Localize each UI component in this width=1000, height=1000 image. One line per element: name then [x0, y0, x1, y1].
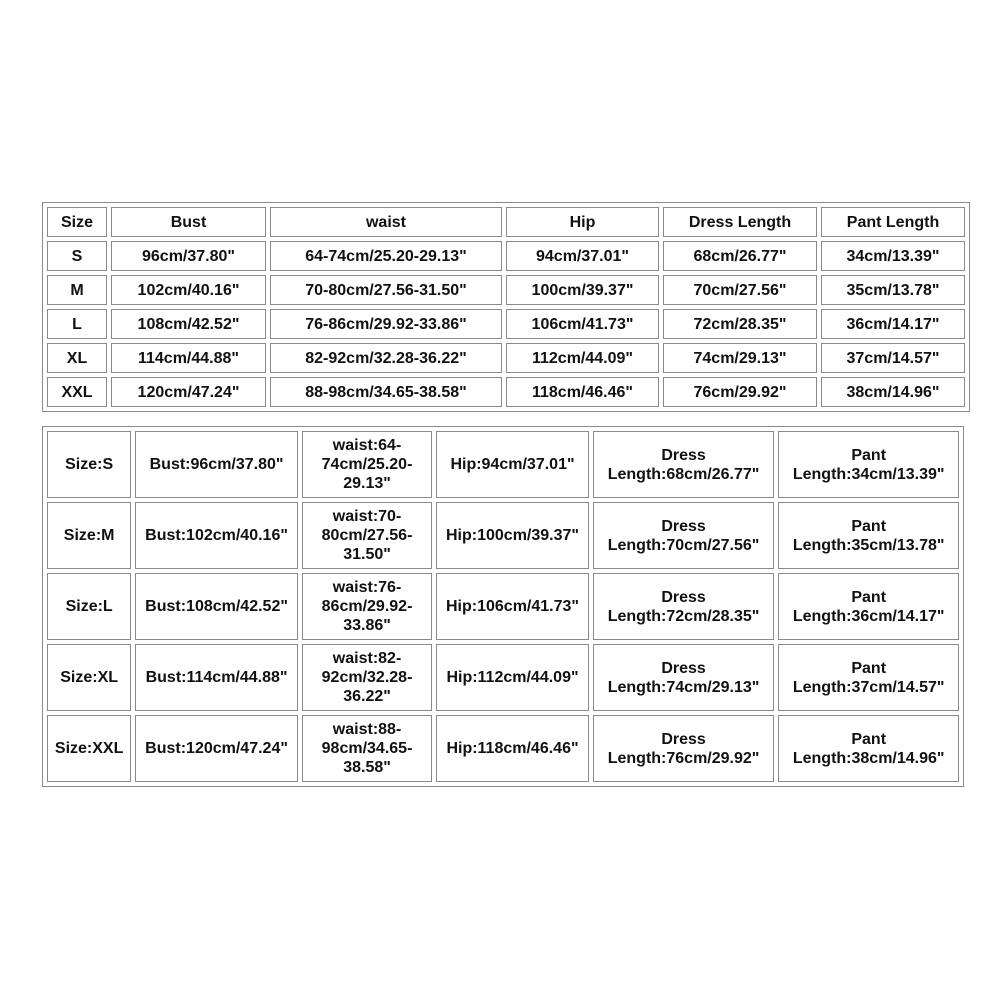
table-cell: waist:76- 86cm/29.92- 33.86" [302, 573, 432, 640]
size-chart-table-labeled [42, 426, 964, 787]
table-cell: Size:XL [47, 644, 131, 711]
table-cell: Bust:96cm/37.80" [135, 431, 298, 498]
table-cell: 38cm/14.96" [821, 377, 965, 407]
table-cell: Pant Length:36cm/14.17" [778, 573, 959, 640]
table-cell: 114cm/44.88" [111, 343, 266, 373]
table-cell: 74cm/29.13" [663, 343, 817, 373]
table-cell: 34cm/13.39" [821, 241, 965, 271]
table-row [47, 715, 959, 782]
table-cell: Dress Length:76cm/29.92" [593, 715, 775, 782]
table-cell: XXL [47, 377, 107, 407]
table-cell: Hip:118cm/46.46" [436, 715, 589, 782]
table-cell: Hip:106cm/41.73" [436, 573, 589, 640]
table-cell: waist:82- 92cm/32.28- 36.22" [302, 644, 432, 711]
header-cell-pant-length: Pant Length [821, 207, 965, 237]
table-cell: 37cm/14.57" [821, 343, 965, 373]
table-cell: Size:S [47, 431, 131, 498]
table-cell: Dress Length:68cm/26.77" [593, 431, 775, 498]
table-cell: 120cm/47.24" [111, 377, 266, 407]
table-cell: Dress Length:70cm/27.56" [593, 502, 775, 569]
table-cell: S [47, 241, 107, 271]
table-cell: 118cm/46.46" [506, 377, 659, 407]
table-cell: 36cm/14.17" [821, 309, 965, 339]
table-cell: 64-74cm/25.20-29.13" [270, 241, 502, 271]
table-cell: 70-80cm/27.56-31.50" [270, 275, 502, 305]
table-cell: 76cm/29.92" [663, 377, 817, 407]
table-cell: 72cm/28.35" [663, 309, 817, 339]
table-cell: XL [47, 343, 107, 373]
table-cell: Hip:112cm/44.09" [436, 644, 589, 711]
table-row [47, 309, 965, 339]
table-row [47, 644, 959, 711]
table-cell: Pant Length:34cm/13.39" [778, 431, 959, 498]
table-cell: L [47, 309, 107, 339]
table-header-row [47, 207, 965, 237]
table-cell: Bust:120cm/47.24" [135, 715, 298, 782]
table-row [47, 241, 965, 271]
table-cell: waist:70- 80cm/27.56- 31.50" [302, 502, 432, 569]
table-cell: Size:XXL [47, 715, 131, 782]
table-cell: waist:64- 74cm/25.20- 29.13" [302, 431, 432, 498]
table-cell: 112cm/44.09" [506, 343, 659, 373]
table-cell: Pant Length:35cm/13.78" [778, 502, 959, 569]
table-cell: 82-92cm/32.28-36.22" [270, 343, 502, 373]
table-cell: 96cm/37.80" [111, 241, 266, 271]
table-cell: 100cm/39.37" [506, 275, 659, 305]
table-cell: Dress Length:74cm/29.13" [593, 644, 775, 711]
table-cell: Bust:102cm/40.16" [135, 502, 298, 569]
table-cell: 108cm/42.52" [111, 309, 266, 339]
table-cell: Hip:100cm/39.37" [436, 502, 589, 569]
table-cell: Pant Length:38cm/14.96" [778, 715, 959, 782]
table-cell: Bust:114cm/44.88" [135, 644, 298, 711]
table-cell: Hip:94cm/37.01" [436, 431, 589, 498]
table-cell: 88-98cm/34.65-38.58" [270, 377, 502, 407]
table-cell: 68cm/26.77" [663, 241, 817, 271]
table-row [47, 502, 959, 569]
table-cell: M [47, 275, 107, 305]
table-row [47, 377, 965, 407]
table-cell: waist:88- 98cm/34.65- 38.58" [302, 715, 432, 782]
header-cell-hip: Hip [506, 207, 659, 237]
table-row [47, 573, 959, 640]
table-cell: Size:L [47, 573, 131, 640]
table-cell: Pant Length:37cm/14.57" [778, 644, 959, 711]
table-cell: 76-86cm/29.92-33.86" [270, 309, 502, 339]
table-cell: 102cm/40.16" [111, 275, 266, 305]
header-cell-waist: waist [270, 207, 502, 237]
table-row [47, 343, 965, 373]
header-cell-bust: Bust [111, 207, 266, 237]
header-cell-size: Size [47, 207, 107, 237]
table-cell: 70cm/27.56" [663, 275, 817, 305]
table-cell: Dress Length:72cm/28.35" [593, 573, 775, 640]
table-cell: 35cm/13.78" [821, 275, 965, 305]
table-cell: 106cm/41.73" [506, 309, 659, 339]
table-row [47, 431, 959, 498]
table-cell: Bust:108cm/42.52" [135, 573, 298, 640]
table-row [47, 275, 965, 305]
size-chart-table-simple [42, 202, 970, 412]
header-cell-dress-length: Dress Length [663, 207, 817, 237]
table-cell: Size:M [47, 502, 131, 569]
table-cell: 94cm/37.01" [506, 241, 659, 271]
